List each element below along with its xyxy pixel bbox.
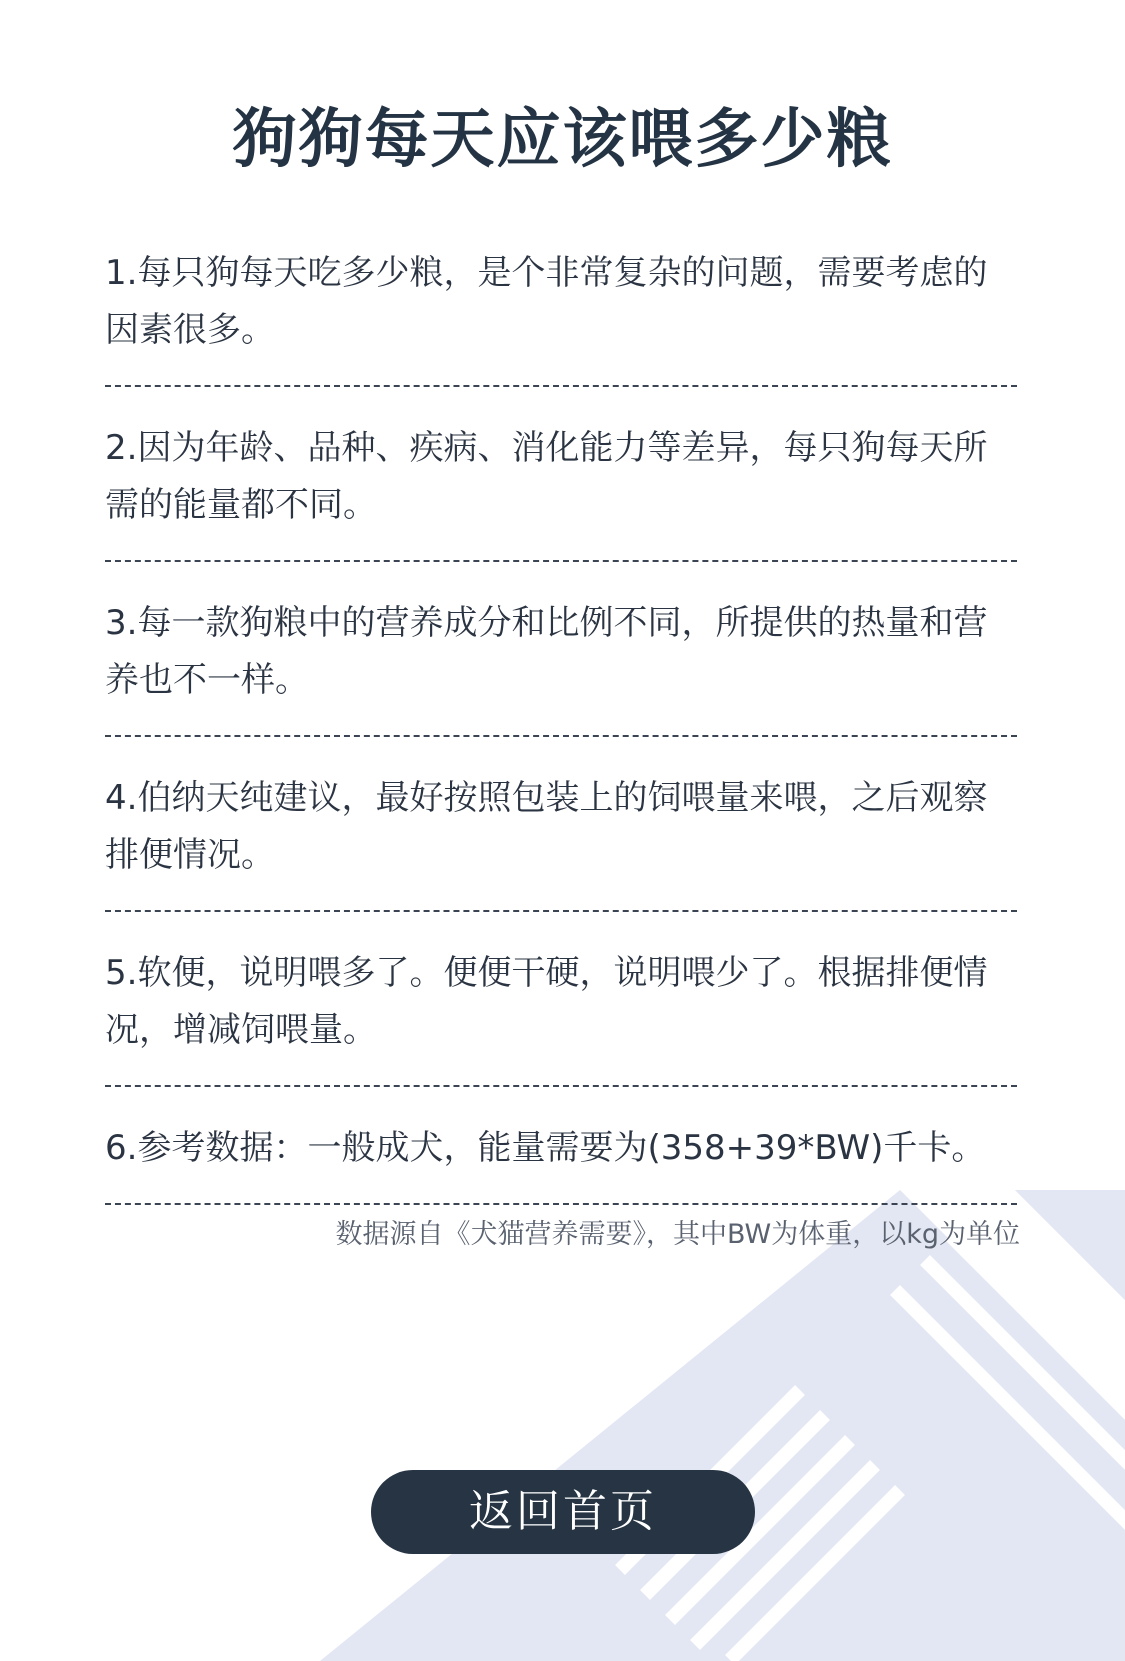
dashed-divider: [105, 560, 1017, 562]
dashed-divider: [105, 910, 1017, 912]
tip-4: 4.伯纳天纯建议，最好按照包装上的饲喂量来喂，之后观察排便情况。: [105, 778, 988, 875]
back-home-button[interactable]: 返回首页: [371, 1470, 755, 1554]
tip-1: 1.每只狗每天吃多少粮，是个非常复杂的问题，需要考虑的因素很多。: [105, 253, 988, 350]
tip-2: 2.因为年龄、品种、疾病、消化能力等差异，每只狗每天所需的能量都不同。: [105, 428, 988, 525]
tip-5: 5.软便，说明喂多了。便便干硬，说明喂少了。根据排便情况，增减饲喂量。: [105, 953, 988, 1050]
tips-list: [105, 245, 1020, 1255]
page-title: 狗狗每天应该喂多少粮: [232, 103, 893, 177]
source-note: 数据源自《犬猫营养需要》，其中BW为体重，以kg为单位: [335, 1219, 1020, 1250]
tip-3: 3.每一款狗粮中的营养成分和比例不同，所提供的热量和营养也不一样。: [105, 603, 988, 700]
dashed-divider: [105, 735, 1017, 737]
dashed-divider: [105, 1203, 1017, 1205]
tip-6: 6.参考数据：一般成犬，能量需要为(358+39*BW)千卡。: [105, 1128, 986, 1168]
dashed-divider: [105, 1085, 1017, 1087]
dashed-divider: [105, 385, 1017, 387]
